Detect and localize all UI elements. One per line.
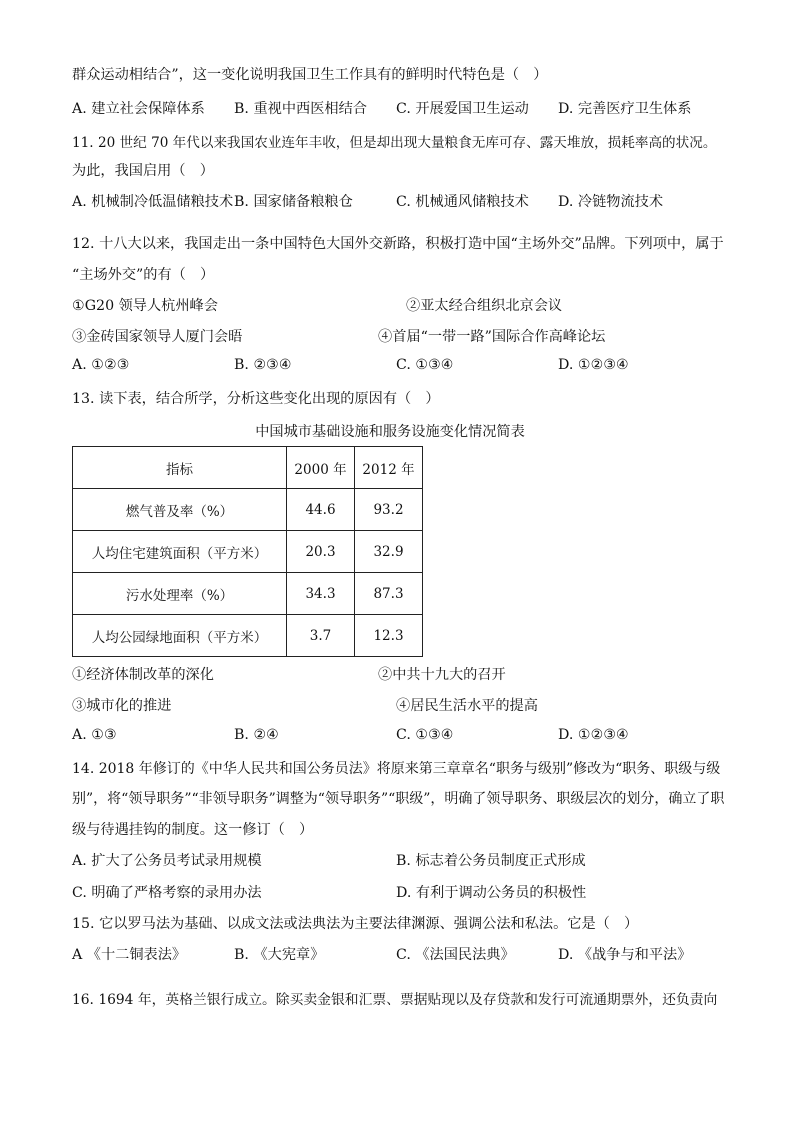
q10-stem-line: 群众运动相结合”，这一变化说明我国卫生工作具有的鲜明时代特色是（ ）	[72, 67, 548, 83]
q12-option-d[interactable]: D. ①②③④	[558, 357, 629, 373]
table-caption: 中国城市基础设施和服务设施变化情况简表	[255, 424, 525, 440]
table-cell: 12.3	[355, 615, 423, 657]
q11-stem-line-1: 11. 20 世纪 70 年代以来我国农业连年丰收，但是却出现大量粮食无库可存、露天堆放，损耗率高的状况。	[72, 135, 717, 151]
table-cell: 87.3	[355, 573, 423, 615]
q11-stem-line-2: 为此，我国启用（ ）	[72, 163, 214, 179]
q15-option-c[interactable]: C. 《法国民法典》	[396, 947, 515, 963]
table-row	[73, 531, 423, 573]
q14-stem-line-3: 级与待遇挂钩的制度。这一修订（ ）	[72, 822, 314, 838]
infrastructure-table	[72, 446, 423, 657]
q16-stem-line: 16. 1694 年，英格兰银行成立。除买卖金银和汇票、票据贴现以及存贷款和发行可流通期票外，还负责向	[72, 992, 718, 1008]
q14-option-b[interactable]: B. 标志着公务员制度正式形成	[396, 853, 586, 869]
q12-item-2: ②亚太经合组织北京会议	[406, 298, 563, 314]
q11-option-d[interactable]: D. 冷链物流技术	[558, 194, 664, 210]
table-header-row	[73, 447, 423, 489]
q12-item-1: ①G20 领导人杭州峰会	[72, 298, 218, 314]
q11-option-b[interactable]: B. 国家储备粮粮仓	[234, 194, 353, 210]
table-cell: 3.7	[287, 615, 355, 657]
q11-option-a[interactable]: A. 机械制冷低温储粮技术	[72, 194, 234, 210]
q13-item-3: ③城市化的推进	[72, 698, 172, 714]
table-cell: 燃气普及率（%）	[73, 489, 287, 531]
q15-stem-line: 15. 它以罗马法为基础、以成文法或法典法为主要法律渊源、强调公法和私法。它是（ ）	[72, 916, 639, 932]
table-cell: 20.3	[287, 531, 355, 573]
table-cell: 人均住宅建筑面积（平方米）	[73, 531, 287, 573]
q12-stem-line-1: 12. 十八大以来，我国走出一条中国特色大国外交新路，积极打造中国“主场外交”品牌。下列项中，属于	[72, 236, 724, 252]
q12-option-b[interactable]: B. ②③④	[234, 357, 292, 373]
q11-option-c[interactable]: C. 机械通风储粮技术	[396, 194, 529, 210]
q13-item-2: ②中共十九大的召开	[378, 667, 506, 683]
q10-option-d[interactable]: D. 完善医疗卫生体系	[558, 101, 692, 117]
table-header-cell: 指标	[73, 447, 287, 489]
q13-item-1: ①经济体制改革的深化	[72, 667, 214, 683]
table-header-cell: 2000 年	[287, 447, 355, 489]
table-cell: 人均公园绿地面积（平方米）	[73, 615, 287, 657]
table-cell: 32.9	[355, 531, 423, 573]
q10-option-a[interactable]: A. 建立社会保障体系	[72, 101, 205, 117]
q13-option-c[interactable]: C. ①③④	[396, 727, 454, 743]
q14-option-a[interactable]: A. 扩大了公务员考试录用规模	[72, 853, 262, 869]
table-header-cell: 2012 年	[355, 447, 423, 489]
q14-option-d[interactable]: D. 有利于调动公务员的积极性	[396, 885, 587, 901]
q13-option-a[interactable]: A. ①③	[72, 727, 117, 743]
q13-stem-line: 13. 读下表，结合所学，分析这些变化出现的原因有（ ）	[72, 391, 440, 407]
q10-option-b[interactable]: B. 重视中西医相结合	[234, 101, 367, 117]
q12-stem-line-2: “主场外交”的有（ ）	[72, 267, 215, 283]
q13-option-b[interactable]: B. ②④	[234, 727, 279, 743]
q15-option-a[interactable]: A 《十二铜表法》	[72, 947, 187, 963]
table-row	[73, 573, 423, 615]
table-row	[73, 489, 423, 531]
table-cell: 44.6	[287, 489, 355, 531]
q12-option-c[interactable]: C. ①③④	[396, 357, 454, 373]
table-cell: 污水处理率（%）	[73, 573, 287, 615]
table-cell: 93.2	[355, 489, 423, 531]
table-row	[73, 615, 423, 657]
q14-option-c[interactable]: C. 明确了严格考察的录用办法	[72, 885, 262, 901]
q12-option-a[interactable]: A. ①②③	[72, 357, 130, 373]
q14-stem-line-1: 14. 2018 年修订的《中华人民共和国公务员法》将原来第三章章名“职务与级别”修改为“职务、职级与级	[72, 761, 721, 777]
q12-item-3: ③金砖国家领导人厦门会晤	[72, 329, 243, 345]
q12-item-4: ④首届“一带一路”国际合作高峰论坛	[378, 329, 606, 345]
table-cell: 34.3	[287, 573, 355, 615]
q10-option-c[interactable]: C. 开展爱国卫生运动	[396, 101, 529, 117]
q15-option-b[interactable]: B. 《大宪章》	[234, 947, 325, 963]
q13-option-d[interactable]: D. ①②③④	[558, 727, 629, 743]
q14-stem-line-2: 别”，将“领导职务”“非领导职务”调整为“领导职务”“职级”，明确了领导职务、职级层次的划分，确立了职	[72, 791, 725, 807]
q13-item-4: ④居民生活水平的提高	[396, 698, 538, 714]
q15-option-d[interactable]: D. 《战争与和平法》	[558, 947, 692, 963]
